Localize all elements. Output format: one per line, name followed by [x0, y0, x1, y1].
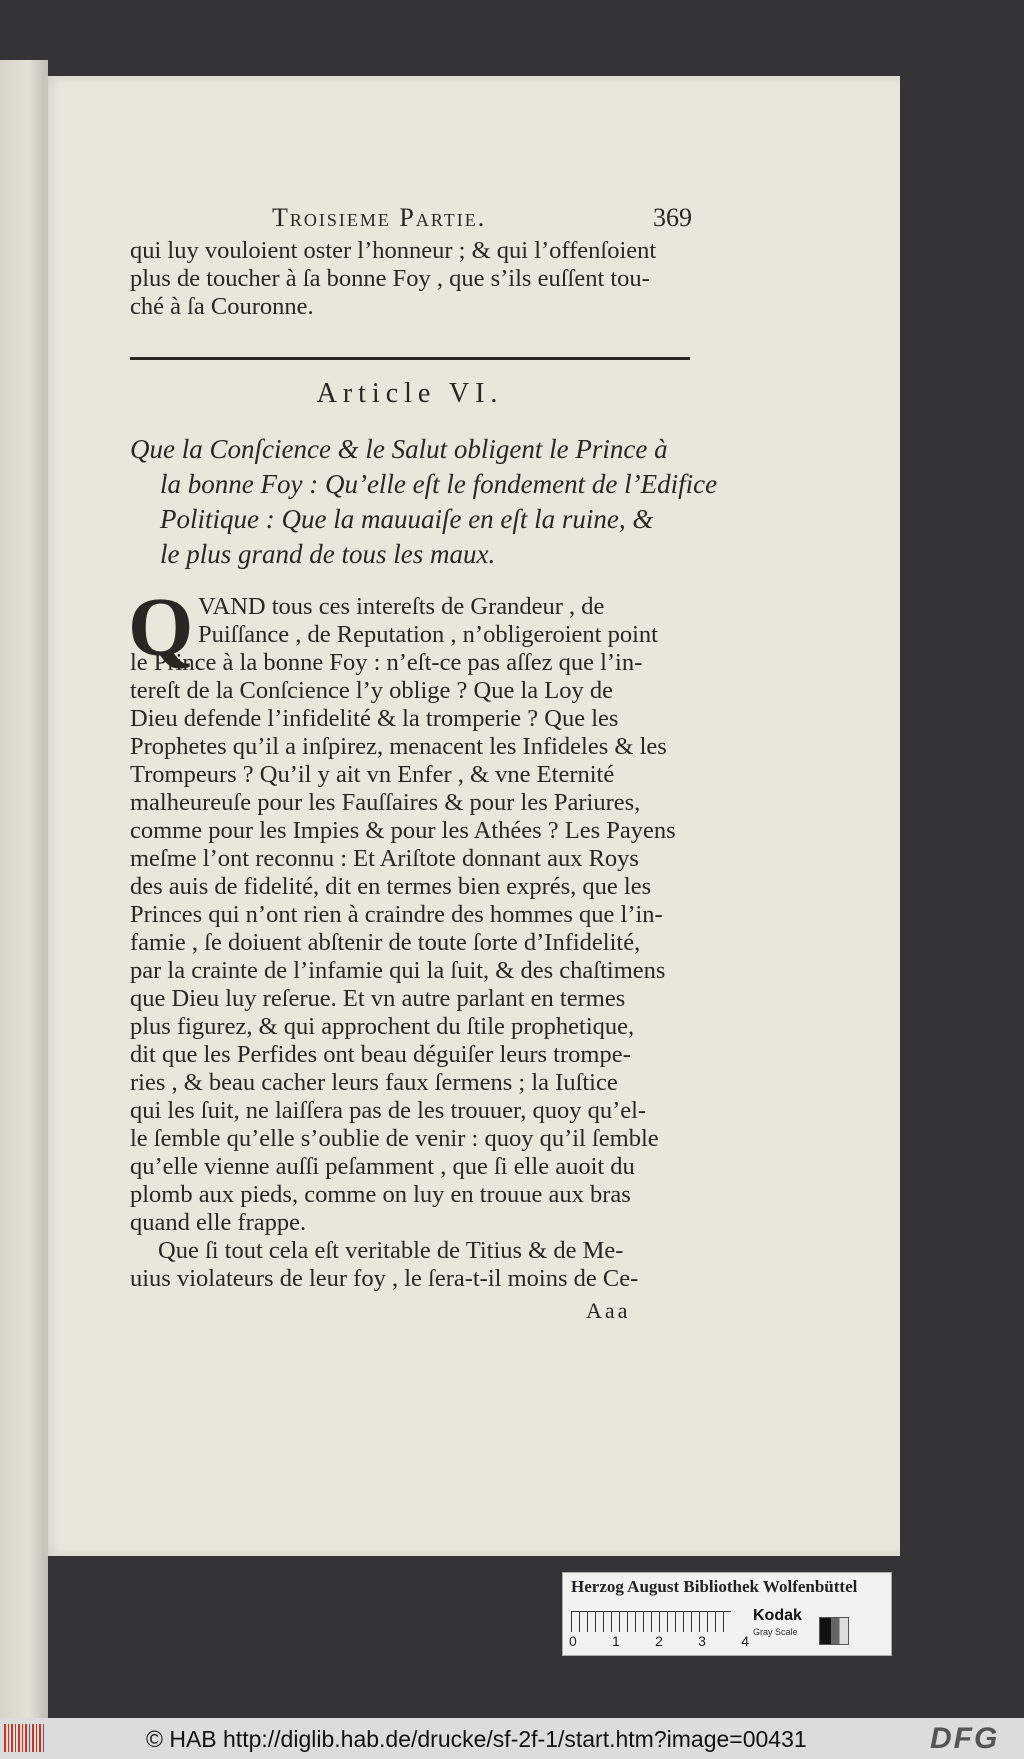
- summary-line: la bonne Foy : Qu’elle eſt le fondement de l’Edifice: [160, 469, 718, 499]
- text-line: ché à ſa Couronne.: [130, 293, 314, 320]
- ruler-number: 2: [655, 1633, 663, 1649]
- text-line: que Dieu luy reſerue. Et vn autre parlant en termes: [130, 985, 626, 1012]
- text-line: malheureuſe pour les Fauſſaires & pour les Pariures,: [130, 789, 641, 816]
- hab-logo-icon: [4, 1724, 44, 1752]
- text-line: comme pour les Impies & pour les Athées ? Les Payens: [130, 817, 676, 844]
- ruler-number: 0: [569, 1633, 577, 1649]
- text-line: le Prince à la bonne Foy : n’eſt-ce pas aſſez que l’in-: [130, 649, 643, 676]
- text-line: ries , & beau cacher leurs faux ſermens ; la Iuſtice: [130, 1069, 618, 1096]
- library-name: Herzog August Bibliothek Wolfenbüttel: [571, 1577, 858, 1596]
- ruler-number: 3: [698, 1633, 706, 1649]
- text-line: uius violateurs de leur foy , le ſera-t-il moins de Ce-: [130, 1265, 639, 1292]
- footer-bar: [0, 1718, 1024, 1759]
- text-line: Prophetes qu’il a inſpirez, menacent les Infideles & les: [130, 733, 667, 760]
- text-line: des auis de fidelité, dit en termes bien exprés, que les: [130, 873, 652, 900]
- signature-mark: Aaa: [586, 1298, 631, 1323]
- drop-cap: Q: [128, 581, 194, 674]
- text-line: VAND tous ces intereſts de Grandeur , de: [198, 593, 605, 620]
- text-line: tereſt de la Conſcience l’y oblige ? Que la Loy de: [130, 677, 614, 704]
- text-line: plus figurez, & qui approchent du ſtile prophetique,: [130, 1013, 635, 1040]
- text-line: meſme l’ont reconnu : Et Ariſtote donnant aux Roys: [130, 845, 639, 872]
- ruler-number: 4: [741, 1633, 749, 1649]
- text-line: Dieu defende l’infidelité & la tromperie ? Que les: [130, 705, 619, 732]
- text-line: qu’elle vienne auſſi peſamment , que ſi elle auoit du: [130, 1153, 635, 1180]
- ruler-scale: [571, 1611, 731, 1632]
- text-line: qui les ſuit, ne laiſſera pas de les trouuer, quoy qu’el-: [130, 1097, 647, 1124]
- text-line: qui luy vouloient oster l’honneur ; & qui l’offenſoient: [130, 237, 657, 264]
- running-head: [130, 203, 690, 237]
- text-line: quand elle frappe.: [130, 1209, 307, 1236]
- ruler-numbers: [569, 1633, 749, 1649]
- text-line: Trompeurs ? Qu’il y ait vn Enfer , & vne Eternité: [130, 761, 615, 788]
- text-line: par la crainte de l’infamie qui la ſuit, & des chaſtimens: [130, 957, 666, 984]
- page-gutter: [42, 76, 48, 1556]
- text-line: dit que les Perfides ont beau déguiſer leurs trompe-: [130, 1041, 631, 1068]
- text-line: le ſemble qu’elle s’oublie de venir : quoy qu’il ſemble: [130, 1125, 659, 1152]
- gray-patch: [819, 1617, 849, 1645]
- source-credit[interactable]: © HAB http://diglib.hab.de/drucke/sf-2f-1/start.htm?image=00431: [146, 1726, 807, 1752]
- page-number: 369: [653, 203, 692, 232]
- text-line: Que ſi tout cela eſt veritable de Titius & de Me-: [158, 1237, 624, 1264]
- running-head-title: Troisieme Partie.: [272, 203, 487, 232]
- text-line: Princes qui n’ont rien à craindre des hommes que l’in-: [130, 901, 663, 928]
- gray-scale-label: Gray Scale: [753, 1627, 798, 1637]
- section-rule: [130, 357, 690, 360]
- kodak-brand: Kodak: [753, 1607, 802, 1624]
- text-line: Puiſſance , de Reputation , n’obligeroient point: [198, 621, 658, 648]
- dfg-logo: DFG: [930, 1722, 1000, 1755]
- article-heading: Article VI.: [316, 378, 504, 409]
- text-line: plus de toucher à ſa bonne Foy , que s’ils euſſent tou-: [130, 265, 650, 292]
- summary-line: Politique : Que la mauuaiſe en eſt la ruine, &: [160, 504, 654, 534]
- summary-line: Que la Conſcience & le Salut obligent le Prince à: [130, 434, 668, 464]
- text-line: famie , ſe doiuent abſtenir de toute ſorte d’Infidelité,: [130, 929, 641, 956]
- color-target: [562, 1572, 892, 1656]
- summary-line: le plus grand de tous les maux.: [160, 539, 496, 569]
- ruler-number: 1: [612, 1633, 620, 1649]
- text-line: plomb aux pieds, comme on luy en trouue aux bras: [130, 1181, 631, 1208]
- left-page-edge: [0, 60, 48, 1718]
- article-summary: [130, 432, 718, 572]
